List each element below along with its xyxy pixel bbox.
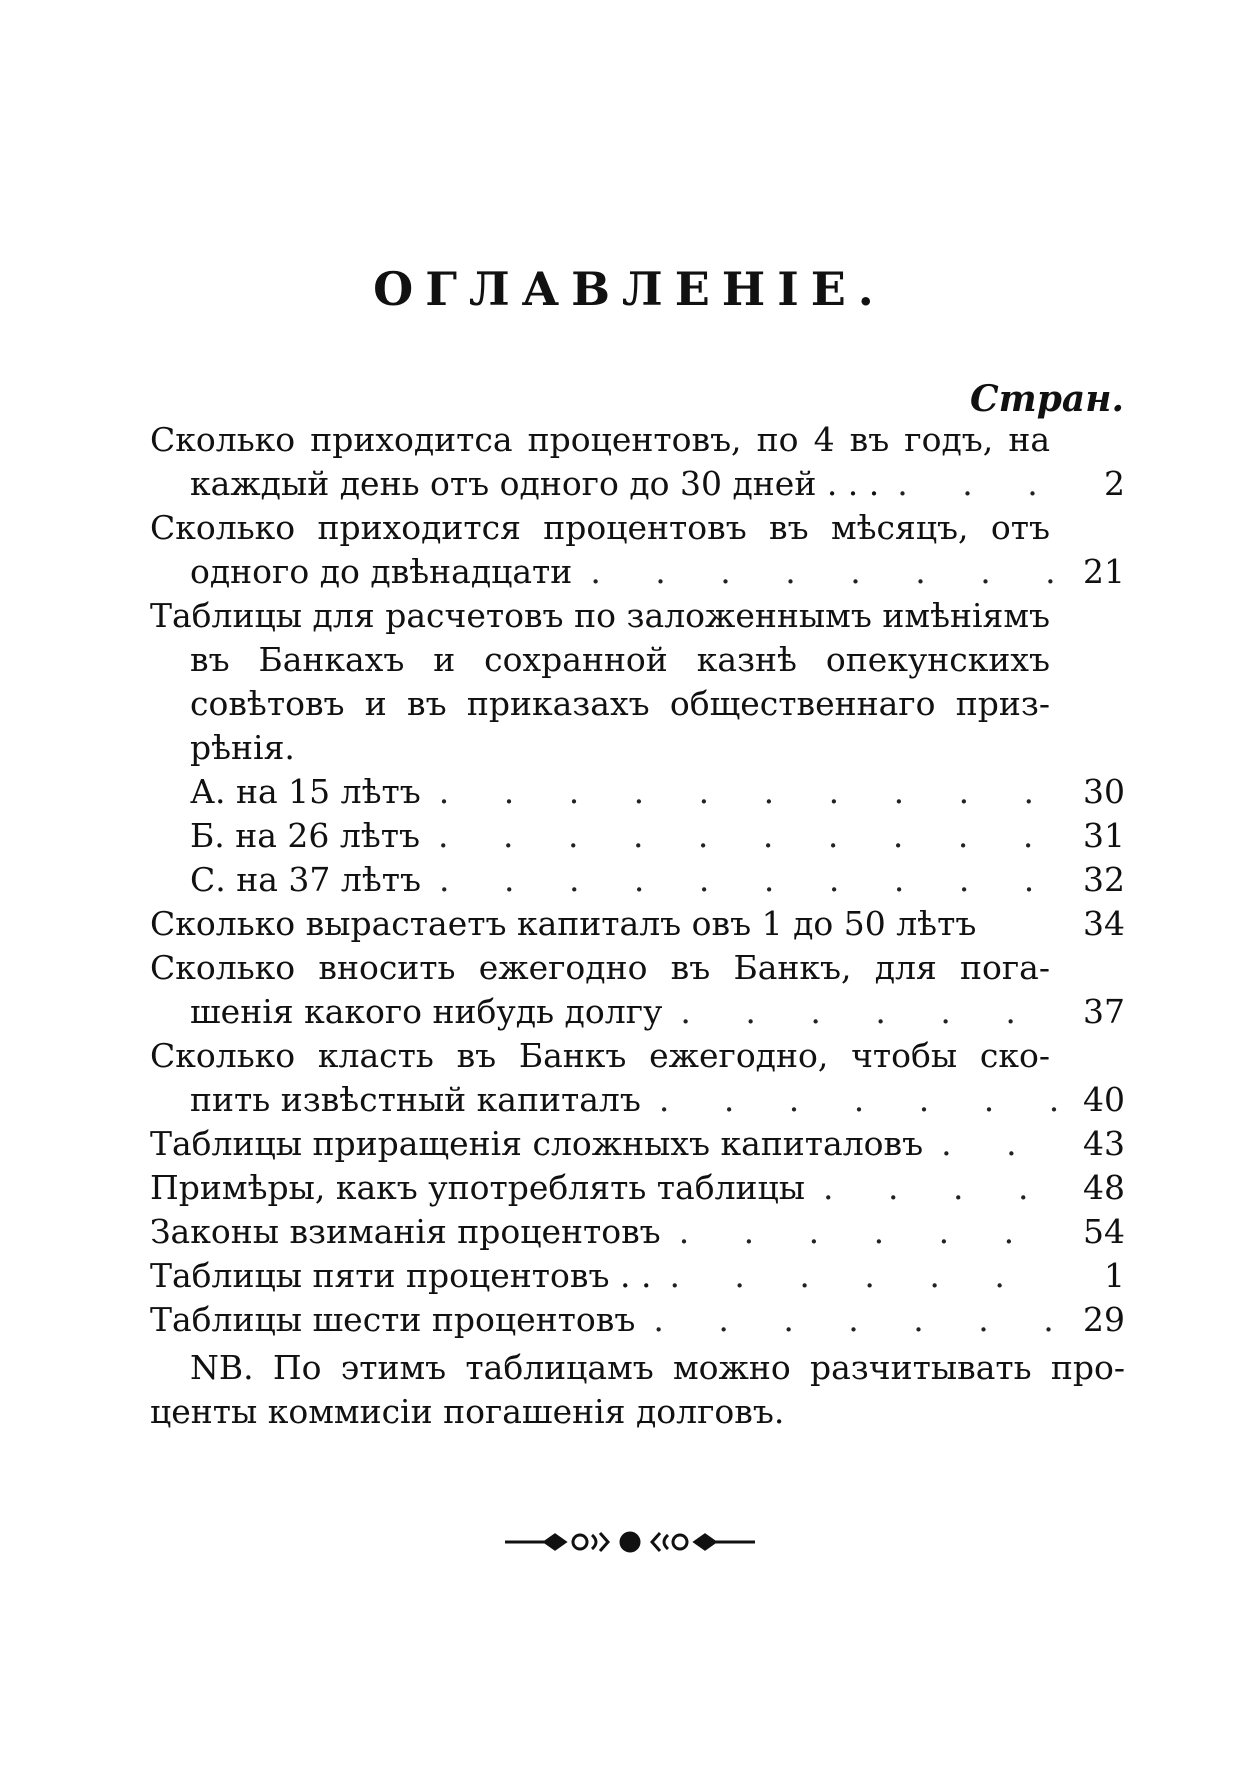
leader-dots — [659, 1078, 1057, 1122]
toc-entry-text: Таблицы приращенія сложныхъ капиталовъ — [150, 1124, 924, 1163]
toc-entry-text: Сколько класть въ Банкъ ежегодно, чтобы ско- — [150, 1036, 1050, 1075]
toc-entry-text: Таблицы пяти процентовъ . . — [150, 1256, 652, 1295]
ornament-divider-icon — [500, 1527, 760, 1557]
toc-entry-text: одного до двѣнадцати — [190, 552, 573, 591]
leader-dots — [590, 550, 1057, 594]
leader-dots — [669, 1254, 1057, 1298]
toc-line — [150, 638, 1125, 682]
toc-page-number: 34 — [1083, 904, 1125, 943]
toc-entry-text: Таблицы для расчетовъ по заложеннымъ имѣніямъ — [150, 596, 1050, 635]
toc-line — [150, 990, 1125, 1034]
toc-entry-text: Б. на 26 лѣтъ — [190, 816, 420, 855]
toc-page-number: 30 — [1083, 772, 1125, 811]
toc-entry-text: Сколько вырастаетъ капиталъ овъ 1 до 50 лѣтъ — [150, 904, 977, 943]
note-line: NB. По этимъ таблицамъ можно разчитывать про- — [190, 1348, 1125, 1387]
toc-page-number: 37 — [1083, 992, 1125, 1031]
nota-bene-note — [150, 1346, 1125, 1434]
toc-page-number: 2 — [1104, 464, 1125, 503]
note-line: центы коммисіи погашенія долговъ. — [150, 1392, 785, 1431]
toc-line — [150, 1078, 1125, 1122]
toc-entry-text: рѣнія. — [190, 728, 295, 767]
toc-line — [150, 770, 1125, 814]
toc-line — [150, 550, 1125, 594]
toc-line — [150, 1034, 1125, 1078]
toc-line — [150, 462, 1125, 506]
toc-line — [150, 858, 1125, 902]
leader-dots — [941, 1122, 1057, 1166]
toc-entry-text: А. на 15 лѣтъ — [190, 772, 421, 811]
leader-dots — [439, 858, 1057, 902]
toc-entry-text: Законы взиманія процентовъ — [150, 1212, 661, 1251]
toc-line — [150, 506, 1125, 550]
toc-line — [150, 946, 1125, 990]
toc-page-number: 31 — [1083, 816, 1125, 855]
leader-dots — [439, 770, 1057, 814]
toc-line — [150, 1254, 1125, 1298]
toc-page-number: 32 — [1083, 860, 1125, 899]
toc-entry-text: шенія какого нибудь долгу — [190, 992, 663, 1031]
toc-line — [150, 1210, 1125, 1254]
toc-line — [150, 594, 1125, 638]
toc-page-number: 1 — [1104, 1256, 1125, 1295]
toc-line — [150, 1298, 1125, 1342]
toc-page-number: 40 — [1083, 1080, 1125, 1119]
toc-entry-text: Сколько вносить ежегодно въ Банкъ, для пога- — [150, 948, 1050, 987]
leader-dots — [438, 814, 1057, 858]
page-title: ОГЛАВЛЕНІЕ. — [373, 262, 886, 316]
page-column-header: Стран. — [969, 378, 1124, 420]
leader-dots — [897, 462, 1057, 506]
leader-dots — [823, 1166, 1057, 1210]
toc-page-number: 29 — [1083, 1300, 1125, 1339]
toc-line — [150, 726, 1125, 770]
toc-entry-text: совѣтовъ и въ приказахъ общественнаго приз- — [190, 684, 1050, 723]
toc-page-number: 21 — [1083, 552, 1125, 591]
toc-entry-text: Сколько приходится процентовъ въ мѣсяцъ, отъ — [150, 508, 1050, 547]
table-of-contents — [150, 418, 1125, 1434]
toc-line — [150, 902, 1125, 946]
toc-line — [150, 814, 1125, 858]
toc-page-number: 48 — [1083, 1168, 1125, 1207]
toc-line — [150, 1166, 1125, 1210]
toc-entry-text: каждый день отъ одного до 30 дней . . . — [190, 464, 880, 503]
leader-dots — [680, 990, 1057, 1034]
toc-line — [150, 1122, 1125, 1166]
leader-dots — [653, 1298, 1057, 1342]
toc-line — [150, 682, 1125, 726]
toc-line — [150, 418, 1125, 462]
toc-entry-text: пить извѣстный капиталъ — [190, 1080, 641, 1119]
toc-page-number: 54 — [1083, 1212, 1125, 1251]
toc-entry-text: Таблицы шести процентовъ — [150, 1300, 636, 1339]
toc-entry-text: С. на 37 лѣтъ — [190, 860, 421, 899]
toc-entry-text: въ Банкахъ и сохранной казнѣ опекунскихъ — [190, 640, 1050, 679]
toc-entry-text: Сколько приходитса процентовъ, по 4 въ годъ, на — [150, 420, 1050, 459]
toc-entry-text: Примѣры, какъ употреблять таблицы — [150, 1168, 806, 1207]
toc-page-number: 43 — [1083, 1124, 1125, 1163]
leader-dots — [679, 1210, 1057, 1254]
